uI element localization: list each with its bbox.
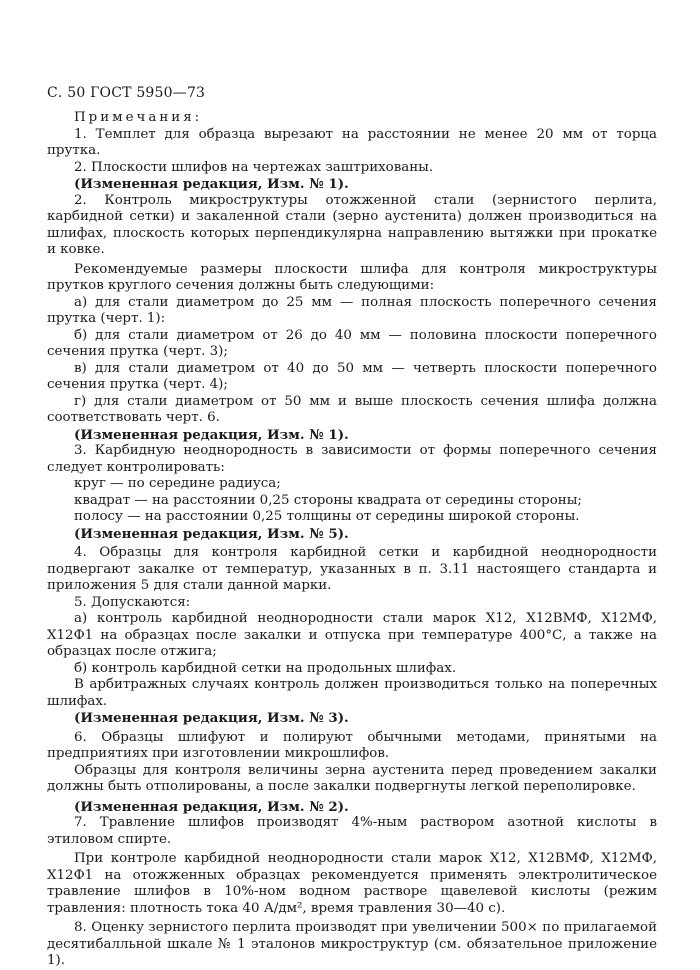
paragraph: 4. Образцы для контроля карбидной сетки и карбидной неоднородности подвергают закалке от температур, указанных в п. 3.11 настоящего стандарта и приложения 5 для стали данной марки. (47, 545, 657, 593)
notes-heading: Примечания: (74, 110, 203, 125)
paragraph: При контроле карбидной неоднородности стали марок Х12, Х12ВМФ, Х12МФ, Х12Ф1 на отожженных образцах рекомендуется применять электролитическое травление шлифов в 10%-ном водном растворе щавелевой кислоты (режим травления: плотность тока 40 А/дм², время травления 30—40 с). (47, 851, 657, 916)
paragraph: а) контроль карбидной неоднородности стали марок Х12, Х12ВМФ, Х12МФ, Х12Ф1 на образцах после закалки и отпуска при температуре 400°С, а также на образцах после отжига; (47, 611, 657, 659)
paragraph: 8. Оценку зернистого перлита производят при увеличении 500× по прилагаемой десятибалльной шкале № 1 эталонов микроструктур (см. обязательное приложение 1). (47, 920, 657, 968)
page-header: С. 50 ГОСТ 5950—73 (47, 85, 206, 101)
paragraph: квадрат — на расстоянии 0,25 стороны квадрата от середины стороны; (74, 492, 582, 508)
paragraph: Рекомендуемые размеры плоскости шлифа для контроля микроструктуры прутков круглого сечения должны быть следующими: (47, 261, 657, 293)
paragraph: б) контроль карбидной сетки на продольных шлифах. (74, 660, 457, 676)
paragraph: 1. Темплет для образца вырезают на расстоянии не менее 20 мм от торца прутка. (47, 126, 657, 158)
paragraph: В арбитражных случаях контроль должен производиться только на поперечных шлифах. (47, 677, 657, 709)
paragraph: 2. Плоскости шлифов на чертежах заштрихованы. (74, 159, 434, 175)
paragraph: 5. Допускаются: (74, 594, 191, 610)
paragraph: 7. Травление шлифов производят 4%-ным раствором азотной кислоты в этиловом спирте. (47, 815, 657, 847)
paragraph: Образцы для контроля величины зерна аустенита перед проведением закалки должны быть отполированы, а после закалки подвергнуты легкой переполировке. (47, 762, 657, 794)
paragraph: 6. Образцы шлифуют и полируют обычными методами, принятыми на предприятиях при изготовлении микрошлифов. (47, 729, 657, 761)
paragraph: в) для стали диаметром от 40 до 50 мм — четверть плоскости поперечного сечения прутка (черт. 4); (47, 360, 657, 392)
paragraph: г) для стали диаметром от 50 мм и выше плоскость сечения шлифа должна соответствовать черт. 6. (47, 393, 657, 425)
revision-note: (Измененная редакция, Изм. № 3). (74, 710, 349, 726)
revision-note: (Измененная редакция, Изм. № 5). (74, 525, 349, 542)
paragraph: б) для стали диаметром от 26 до 40 мм — половина плоскости поперечного сечения прутка (черт. 3); (47, 327, 657, 359)
revision-note: (Измененная редакция, Изм. № 1). (74, 176, 349, 192)
paragraph: круг — по середине радиуса; (74, 476, 281, 491)
revision-note: (Измененная редакция, Изм. № 2). (74, 798, 349, 815)
paragraph: 2. Контроль микроструктуры отожженной стали (зернистого перлита, карбидной сетки) и закаленной стали (зерно аустенита) должен производиться на шлифах, плоскость которых перпендикулярна направлению вытяжки при прокатке и ковке. (47, 192, 657, 257)
document-body (47, 110, 657, 970)
revision-note: (Измененная редакция, Изм. № 1). (74, 426, 349, 443)
paragraph: а) для стали диаметром до 25 мм — полная плоскость поперечного сечения прутка (черт. 1): (47, 294, 657, 326)
paragraph: полосу — на расстоянии 0,25 толщины от середины широкой стороны. (74, 509, 580, 524)
paragraph: 3. Карбидную неоднородность в зависимости от формы поперечного сечения следует контролировать: (47, 443, 657, 475)
